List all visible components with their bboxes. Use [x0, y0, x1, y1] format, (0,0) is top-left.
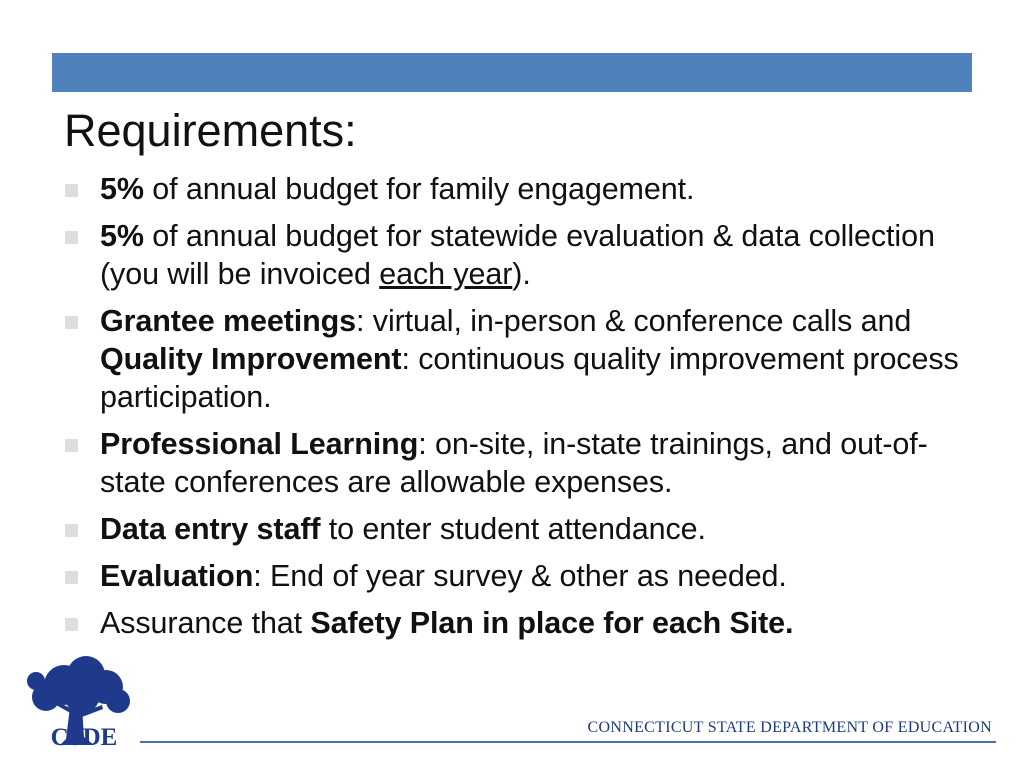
item-text: : End of year survey & other as needed.	[253, 559, 787, 593]
bullet-square-icon	[65, 184, 78, 197]
list-item	[62, 302, 972, 416]
item-text: : continuous quality improvement process participation.	[100, 342, 959, 414]
bullet-square-icon	[65, 618, 78, 631]
item-bold-text: Evaluation	[100, 559, 254, 593]
bullet-square-icon	[65, 439, 78, 452]
item-text: : virtual, in-person & conference calls and	[356, 304, 912, 338]
item-bold-text: Professional Learning	[100, 427, 419, 461]
item-text: to enter student attendance.	[320, 512, 706, 546]
list-item	[62, 217, 972, 293]
bullet-square-icon	[65, 524, 78, 537]
footer-text: CONNECTICUT STATE DEPARTMENT OF EDUCATION	[587, 719, 992, 736]
item-text: of annual budget for family engagement.	[143, 172, 695, 206]
footer-rule	[140, 741, 996, 743]
csde-logo	[22, 655, 142, 747]
list-item	[62, 510, 972, 548]
item-bold-text: 5%	[100, 219, 144, 253]
item-underlined-text: each year	[379, 257, 513, 291]
item-text: : on-site, in-state trainings, and out-of-state conferences are allowable expenses.	[100, 427, 928, 499]
bullet-square-icon	[65, 231, 78, 244]
item-bold-text: 5%	[100, 172, 144, 206]
item-text: ).	[512, 257, 531, 291]
item-bold-text: Data entry staff	[100, 512, 321, 546]
header-band	[52, 53, 972, 92]
item-bold-text: Safety Plan in place for each Site.	[310, 606, 794, 640]
list-item	[62, 425, 972, 501]
requirements-list	[62, 170, 972, 651]
item-bold-text: Quality Improvement	[100, 342, 402, 376]
slide-title: Requirements:	[64, 105, 357, 156]
bullet-square-icon	[65, 316, 78, 329]
list-item	[62, 557, 972, 595]
item-text: of annual budget for statewide evaluation & data collection (you will be invoiced	[100, 219, 935, 291]
list-item	[62, 170, 972, 208]
logo-text: CSDE	[50, 724, 118, 747]
bullet-square-icon	[65, 571, 78, 584]
item-bold-text: Grantee meetings	[100, 304, 357, 338]
item-text: Assurance that	[100, 606, 311, 640]
list-item	[62, 604, 972, 642]
